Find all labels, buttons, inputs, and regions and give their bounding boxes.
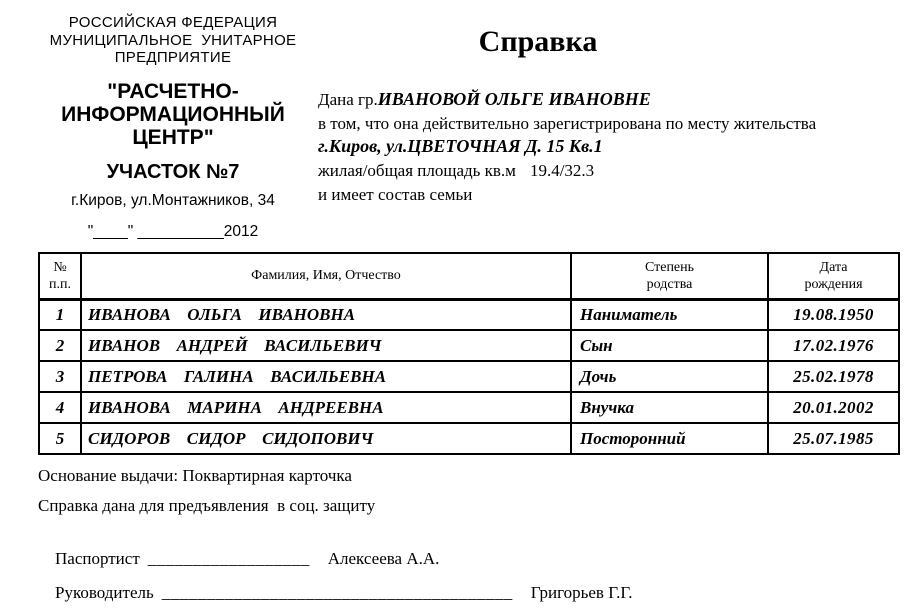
col-header-relation-line-1: Степень: [644, 259, 695, 275]
org-type-line-2: ПРЕДПРИЯТИЕ: [114, 49, 232, 66]
relation-cell: Сын: [571, 330, 768, 361]
org-country-line: РОССИЙСКАЯ ФЕДЕРАЦИЯ: [68, 14, 278, 31]
relation-cell: Внучка: [571, 392, 768, 423]
table-row: [39, 361, 899, 392]
passportist-name: Алексеева А.А.: [327, 549, 440, 568]
family-intro-line: и имеет состав семьи: [318, 184, 473, 204]
row-number-cell: 5: [39, 423, 81, 454]
table-row: [39, 330, 899, 361]
col-header-number-line-1: №: [53, 259, 67, 275]
area-line: [318, 159, 913, 183]
birthdate-cell: 20.01.2002: [768, 392, 899, 423]
passportist-signature-blank: __________________: [147, 549, 310, 568]
area-label: жилая/общая площадь кв.м: [318, 161, 516, 181]
relation-cell: Посторонний: [571, 423, 768, 454]
table-row: [39, 423, 899, 454]
col-header-birthdate: [768, 253, 899, 299]
row-number-cell: 1: [39, 299, 81, 330]
relation-cell: Дочь: [571, 361, 768, 392]
table-header-row: [39, 253, 899, 299]
row-number-cell: 2: [39, 330, 81, 361]
area-value: 19.4/32.3: [529, 161, 595, 181]
birthdate-cell: 25.07.1985: [768, 423, 899, 454]
col-header-birthdate-line-2: рождения: [804, 276, 863, 292]
residence-address: г.Киров, ул.ЦВЕТОЧНАЯ Д. 15 Кв.1: [318, 136, 603, 157]
table-row: [39, 299, 899, 330]
manager-name: Григорьев Г.Г.: [530, 583, 633, 602]
name-cell: СИДОРОВ СИДОР СИДОПОВИЧ: [81, 423, 571, 454]
certificate-title: Справка: [478, 25, 598, 58]
passportist-label: Паспортист: [55, 549, 140, 568]
certificate-body: [318, 88, 913, 207]
birthdate-cell: 17.02.1976: [768, 330, 899, 361]
name-cell: ИВАНОВ АНДРЕЙ ВАСИЛЬЕВИЧ: [81, 330, 571, 361]
name-cell: ИВАНОВА МАРИНА АНДРЕЕВНА: [81, 392, 571, 423]
row-number-cell: 4: [39, 392, 81, 423]
manager-signature-blank: _______________________________________: [161, 583, 513, 602]
date-blank-line: "____" __________2012: [87, 222, 259, 240]
row-number-cell: 3: [39, 361, 81, 392]
col-header-birthdate-line-1: Дата: [819, 259, 848, 275]
name-cell: ПЕТРОВА ГАЛИНА ВАСИЛЬЕВНА: [81, 361, 571, 392]
issued-to-line: [318, 88, 913, 112]
org-company-name: [30, 80, 316, 149]
col-header-relation-line-2: родства: [646, 276, 693, 292]
org-type-line-1: МУНИЦИПАЛЬНОЕ УНИТАРНОЕ: [49, 31, 297, 49]
org-company-line-1: "РАСЧЕТНО-: [107, 79, 239, 103]
col-header-number-line-2: п.п.: [49, 276, 71, 292]
col-header-relation: [571, 253, 768, 299]
recipient-name: ИВАНОВОЙ ОЛЬГЕ ИВАНОВНЕ: [377, 89, 651, 109]
family-table: [38, 252, 900, 455]
purpose-line: Справка дана для предъявления в соц. защиту: [38, 496, 376, 515]
org-header-block: [30, 14, 316, 241]
table-row: [39, 392, 899, 423]
col-header-name: Фамилия, Имя, Отчество: [81, 253, 571, 299]
org-district-label: УЧАСТОК №7: [106, 160, 240, 183]
issued-prefix: Дана гр.: [318, 90, 378, 109]
org-company-line-2: ИНФОРМАЦИОННЫЙ: [61, 102, 285, 126]
birthdate-cell: 25.02.1978: [768, 361, 899, 392]
name-cell: ИВАНОВА ОЛЬГА ИВАНОВНА: [81, 299, 571, 330]
col-header-number: [39, 253, 81, 299]
relation-cell: Наниматель: [571, 299, 768, 330]
manager-signature-line: [38, 563, 633, 610]
org-address: г.Киров, ул.Монтажников, 34: [71, 191, 275, 209]
registration-statement: в том, что она действительно зарегистрирована по месту жительства: [318, 113, 817, 133]
manager-label: Руководитель: [55, 583, 154, 602]
basis-line: Основание выдачи: Поквартирная карточка: [38, 466, 352, 485]
birthdate-cell: 19.08.1950: [768, 299, 899, 330]
org-company-line-3: ЦЕНТР": [132, 125, 214, 149]
